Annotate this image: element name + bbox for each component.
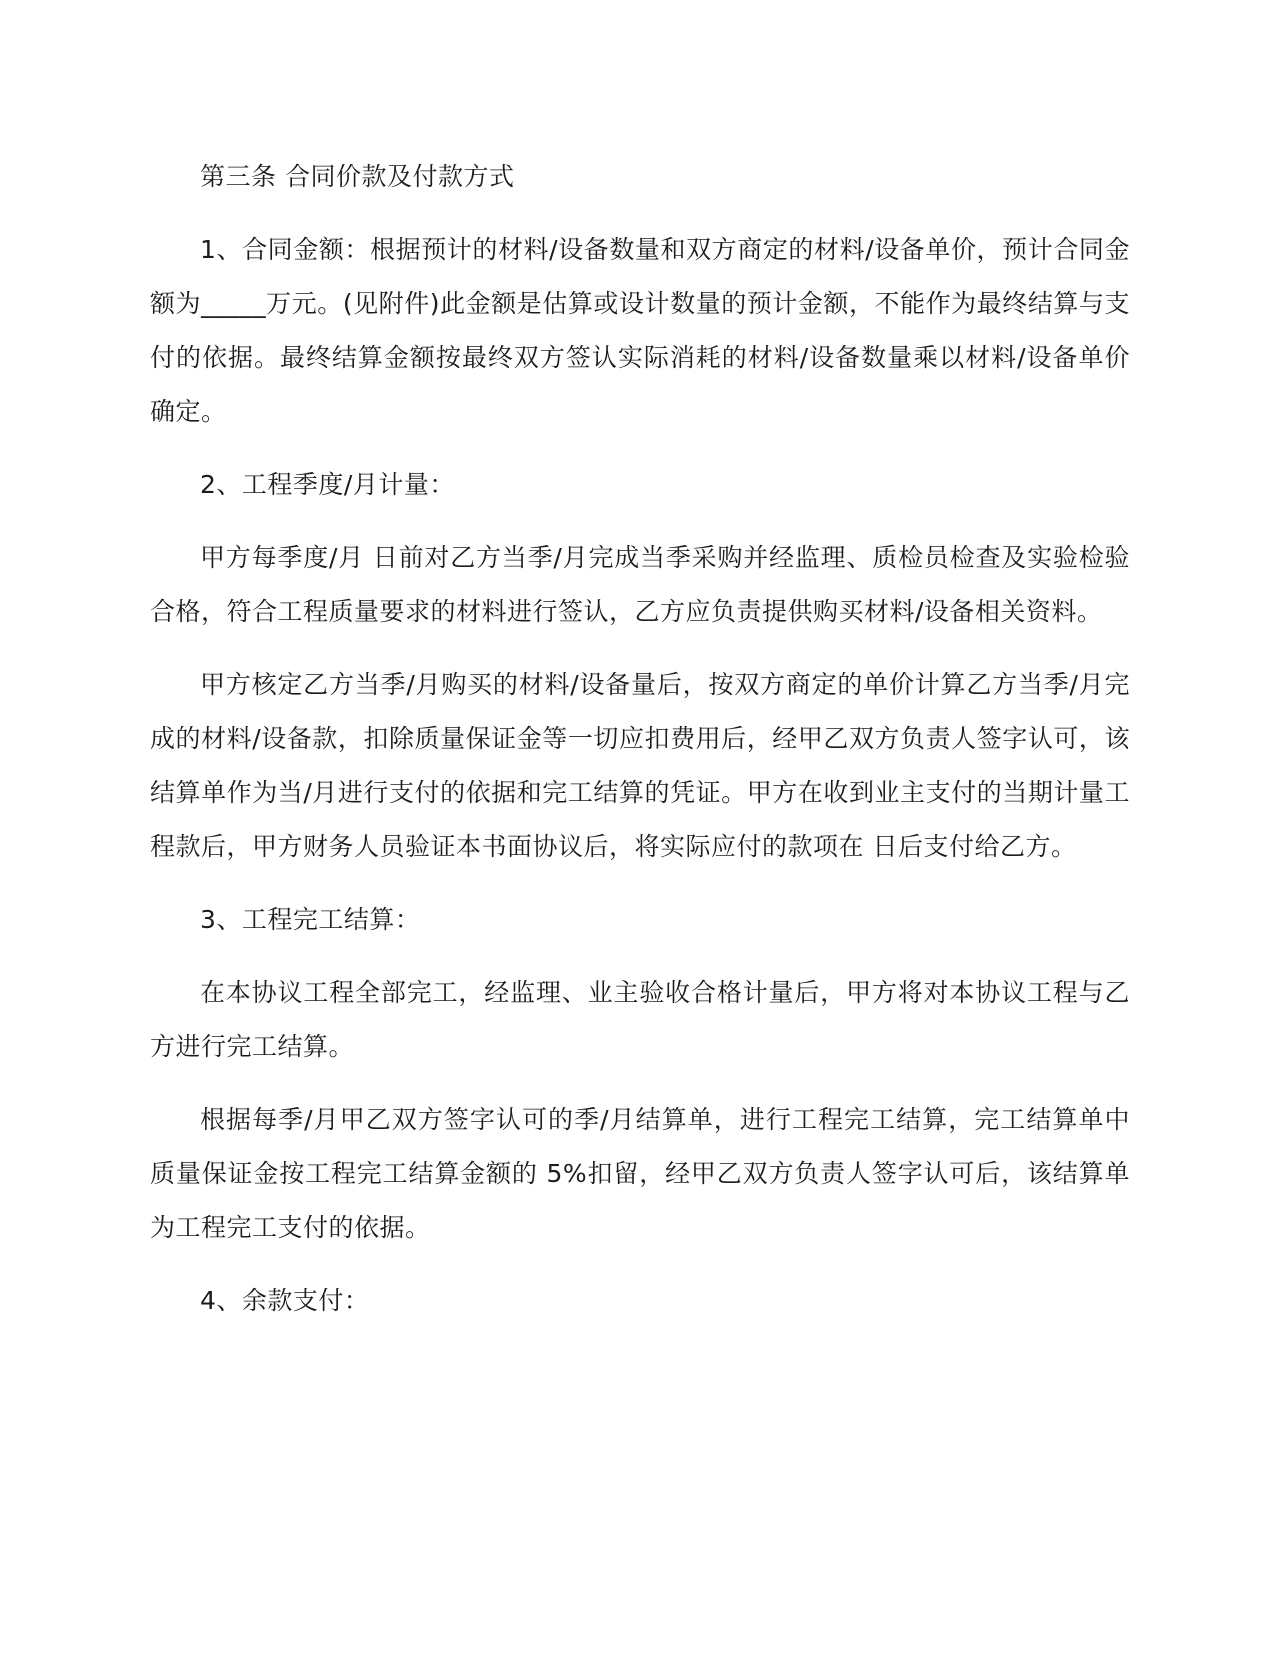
clause-1-contract-amount: 1、合同金额：根据预计的材料/设备数量和双方商定的材料/设备单价，预计合同金额为_____万元。(见附件)此金额是估算或设计数量的预计金额，不能作为最终结算与支付的依据。最终结算金额按最终双方签认实际消耗的材料/设备数量乘以材料/设备单价确定。 bbox=[150, 235, 1130, 426]
clause-2-heading: 2、工程季度/月计量： bbox=[200, 470, 455, 499]
document-body bbox=[150, 150, 1130, 1347]
clause-3-heading: 3、工程完工结算： bbox=[200, 905, 421, 934]
article-title: 第三条 合同价款及付款方式 bbox=[200, 162, 515, 191]
clause-3-paragraph-1: 在本协议工程全部完工，经监理、业主验收合格计量后，甲方将对本协议工程与乙方进行完工结算。 bbox=[150, 978, 1130, 1061]
clause-2-paragraph-1: 甲方每季度/月 日前对乙方当季/月完成当季采购并经监理、质检员检查及实验检验合格，符合工程质量要求的材料进行签认，乙方应负责提供购买材料/设备相关资料。 bbox=[150, 543, 1130, 626]
clause-4-heading: 4、余款支付： bbox=[200, 1286, 370, 1315]
clause-2-paragraph-2: 甲方核定乙方当季/月购买的材料/设备量后，按双方商定的单价计算乙方当季/月完成的材料/设备款，扣除质量保证金等一切应扣费用后，经甲乙双方负责人签字认可，该结算单作为当/月进行支付的依据和完工结算的凭证。甲方在收到业主支付的当期计量工程款后，甲方财务人员验证本书面协议后，将实际应付的款项在 日后支付给乙方。 bbox=[150, 670, 1130, 861]
clause-3-paragraph-2: 根据每季/月甲乙双方签字认可的季/月结算单，进行工程完工结算，完工结算单中质量保证金按工程完工结算金额的 5%扣留，经甲乙双方负责人签字认可后，该结算单为工程完工支付的依据。 bbox=[150, 1105, 1130, 1242]
